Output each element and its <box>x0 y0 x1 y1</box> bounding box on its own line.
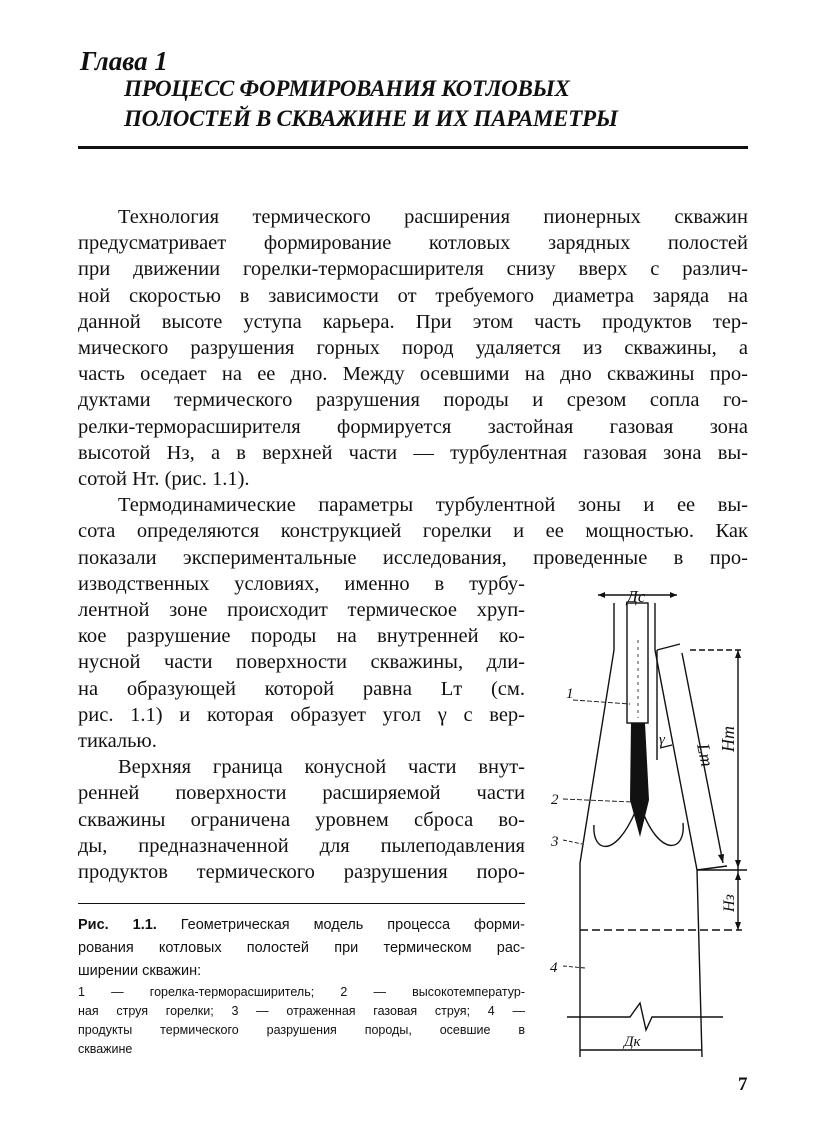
chapter-title-line-1: ПРОЦЕСС ФОРМИРОВАНИЯ КОТЛОВЫХ <box>124 76 570 101</box>
text-line: при движении горелки-терморасширителя снизу вверх с различ- <box>78 258 748 281</box>
text-line: Технология термического расширения пионерных скважин <box>118 206 748 228</box>
legend-line: продукты термического разрушения породы, осевшие в <box>78 1023 525 1037</box>
legend-line: 1 — горелка-терморасширитель; 2 — высокотемператур- <box>78 985 525 999</box>
label-1: 1 <box>566 686 574 702</box>
text-line: продуктов термического разрушения поро- <box>78 861 525 884</box>
label-dk: Дк <box>624 1034 641 1050</box>
text-line: предусматривает формирование котловых зарядных полостей <box>78 232 748 255</box>
legend-line: ная струя горелки; 3 — отраженная газовая струя; 4 — <box>78 1004 525 1018</box>
text-line: нусной части поверхности скважины, дли- <box>78 651 525 674</box>
label-2: 2 <box>551 792 559 808</box>
well-wall-right <box>655 603 702 1057</box>
text-line: лентной зоне происходит термическое хруп- <box>78 599 525 622</box>
text-line: высотой Hз, а в верхней части — турбулентная газовая зона вы- <box>78 441 748 464</box>
caption-line: Геометрическая модель процесса форми- <box>180 917 525 933</box>
caption-line: рования котловых полостей при термическом рас- <box>78 940 525 956</box>
text-line: мического разрушения горных пород удаляется из скважины, а <box>78 337 748 360</box>
legend-line: скважине <box>78 1042 133 1056</box>
text-line: часть оседает на ее дно. Между осевшими на дно скважины про- <box>78 363 748 386</box>
label-lt: Lт <box>693 741 718 769</box>
label-4: 4 <box>550 960 558 976</box>
text-line: Термодинамические параметры турбулентной зоны и ее вы- <box>118 494 748 517</box>
text-line: на образующей которой равна Lт (см. <box>78 677 525 700</box>
label-hz: Hз <box>721 894 738 912</box>
text-line: дуктами термического разрушения породы и срезом сопла го- <box>78 389 748 412</box>
text-line: сотой Hт. (рис. 1.1). <box>78 468 250 491</box>
well-wall-left <box>580 603 614 1057</box>
text-line: ной скоростью в зависимости от требуемого диаметра заряда на <box>78 284 748 307</box>
break-line <box>567 1003 723 1030</box>
label-3: 3 <box>551 834 559 850</box>
caption-line: ширении скважин: <box>78 963 202 979</box>
page-number: 7 <box>738 1074 748 1095</box>
chapter-label: Глава 1 <box>80 46 168 76</box>
text-line: релки-терморасширителя формируется застойная газовая зона <box>78 415 748 438</box>
text-line: показали экспериментальные исследования, проведенные в про- <box>78 546 748 569</box>
text-line: Верхняя граница конусной части внут- <box>118 756 525 779</box>
text-line: тикалью. <box>78 730 157 753</box>
text-line: ды, предназначенной для пылеподавления <box>78 834 525 857</box>
figure-caption <box>78 914 525 1059</box>
reflected-jet-right <box>642 810 683 845</box>
text-line: рис. 1.1) и которая образует угол γ с вер- <box>78 703 525 726</box>
text-line: данной высоте уступа карьера. При этом часть продуктов тер- <box>78 310 748 333</box>
text-line: сота определяются конструкцией горелки и ее мощностью. Как <box>78 520 748 543</box>
label-dc: Дс <box>627 587 646 606</box>
burner-tube <box>627 603 648 723</box>
label-ht: Hт <box>718 726 738 752</box>
caption-prefix: Рис. 1.1. <box>78 917 157 933</box>
caption-rule <box>78 903 525 904</box>
chapter-title-line-2: ПОЛОСТЕЙ В СКВАЖИНЕ И ИХ ПАРАМЕТРЫ <box>124 106 618 131</box>
text-line: изводственных условиях, именно в турбу- <box>78 572 525 595</box>
text-line: кое разрушение породы на внутренней ко- <box>78 625 525 648</box>
label-gamma: γ <box>659 732 665 748</box>
text-line: скважины ограничена уровнем сброса во- <box>78 808 525 831</box>
reflected-jet-left <box>594 810 636 846</box>
text-line: ренней поверхности расширяемой части <box>78 782 525 805</box>
